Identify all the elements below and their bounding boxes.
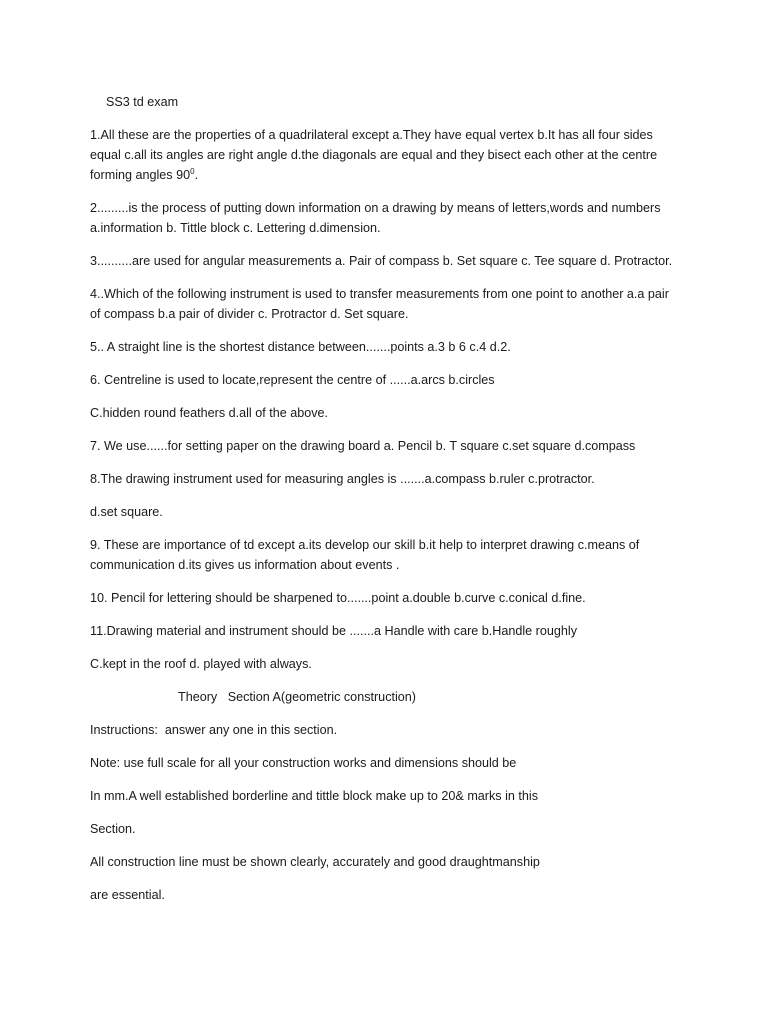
instructions-line: Instructions: answer any one in this section. [90,723,338,737]
question-10: 10. Pencil for lettering should be sharpened to.......point a.double b.curve c.conical d.fine. [90,591,586,605]
note-line-1: Note: use full scale for all your construction works and dimensions should be [90,756,517,770]
question-11: 11.Drawing material and instrument should be .......a Handle with care b.Handle roughly [90,624,577,638]
question-8: 8.The drawing instrument used for measuring angles is .......a.compass b.ruler c.protractor. [90,472,595,486]
theory-section-heading: Theory Section A(geometric construction) [178,690,416,704]
question-1-end: . [194,168,199,182]
question-6-continued: C.hidden round feathers d.all of the above. [90,406,329,420]
question-7: 7. We use......for setting paper on the drawing board a. Pencil b. T square c.set square d.compass [90,439,636,453]
degree-superscript: 0 [190,166,195,176]
note-line-3: Section. [90,822,136,836]
question-1 [90,125,678,185]
question-6: 6. Centreline is used to locate,represent the centre of ......a.arcs b.circles [90,373,495,387]
note-line-5: are essential. [90,888,165,902]
question-9: 9. These are importance of td except a.its develop our skill b.it help to interpret drawing c.means of communication d.its gives us information about events . [90,538,640,572]
exam-title: SS3 td exam [106,95,179,109]
question-3: 3..........are used for angular measurements a. Pair of compass b. Set square c. Tee square d. Protractor. [90,254,673,268]
question-5: 5.. A straight line is the shortest distance between.......points a.3 b 6 c.4 d.2. [90,340,511,354]
question-8-continued: d.set square. [90,505,163,519]
question-4: 4..Which of the following instrument is used to transfer measurements from one point to another a.a pair of compass b.a pair of divider c. Protractor d. Set square. [90,287,669,321]
question-2: 2.........is the process of putting down information on a drawing by means of letters,words and numbers a.information b. Tittle block c. Lettering d.dimension. [90,201,661,235]
question-1-text: 1.All these are the properties of a quadrilateral except a.They have equal vertex b.It has all four sides equal c.all its angles are right angle d.the diagonals are equal and they bisect each other at the centre forming angles 90 [90,128,658,182]
question-11-continued: C.kept in the roof d. played with always. [90,657,312,671]
note-line-2: In mm.A well established borderline and tittle block make up to 20& marks in this [90,789,538,803]
note-line-4: All construction line must be shown clearly, accurately and good draughtmanship [90,855,540,869]
